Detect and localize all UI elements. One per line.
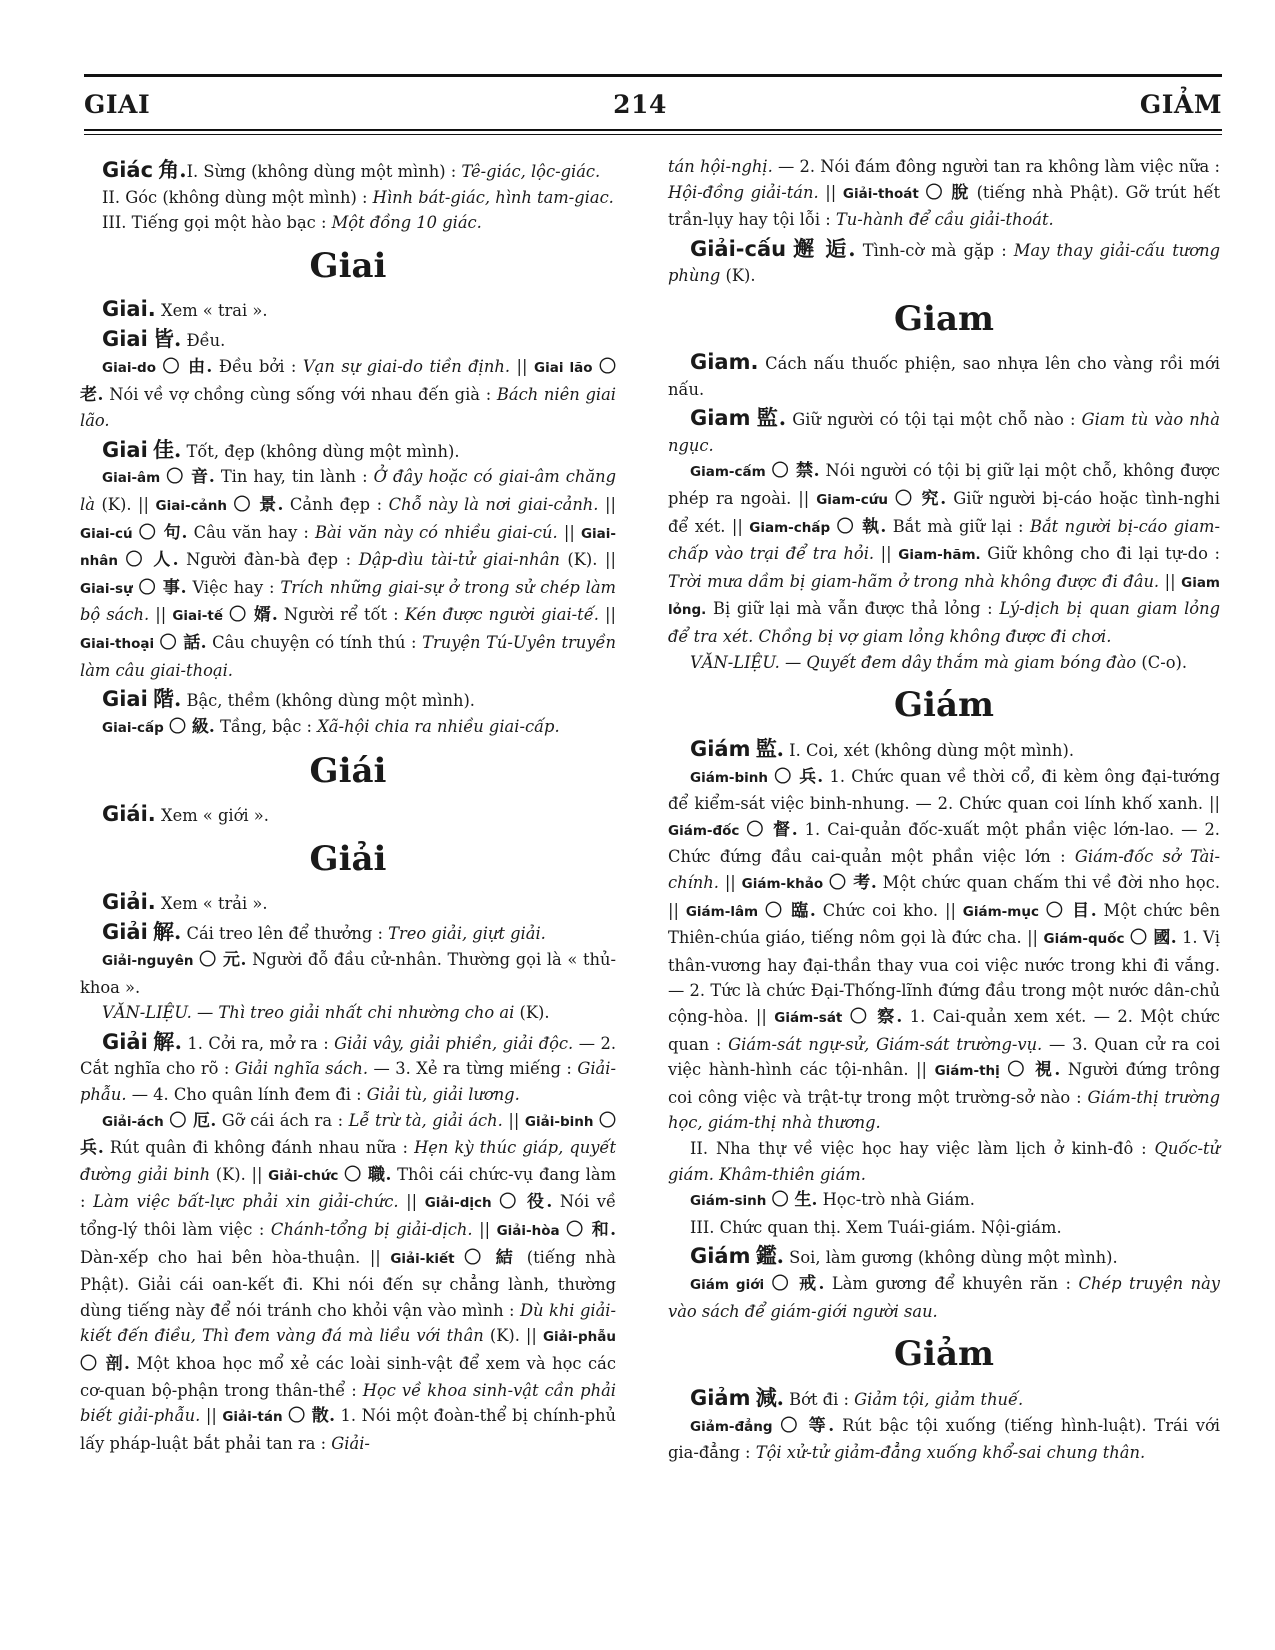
sub-entries: Giảm-đẳng 〇 等. Rút bậc tội xuống (tiếng hình-luật). Trái với gia-đẳng : Tội xử-tử giảm-đẳng xuống khổ-sai chung thân. — [668, 1415, 1220, 1463]
section-heading: Giảm — [894, 1334, 994, 1375]
running-head-right: GIẢM — [1139, 90, 1222, 119]
entry-giai-3: Giai 佳. Tốt, đẹp (không dùng một mình). — [102, 436, 460, 462]
entry-giam-sac-2: Giám 鑑. Soi, làm gương (không dùng một mình). — [690, 1243, 1118, 1269]
van-lieu: VĂN-LIỆU. — Thì treo giải nhất chi nhường cho ai (K). — [102, 1003, 550, 1023]
right-column — [668, 154, 1220, 1466]
entry-giai-hoi-1: Giải. Xem « trải ». — [102, 889, 268, 914]
top-rule — [84, 74, 1222, 77]
headword: Giải — [102, 1029, 148, 1054]
entry-giam-1: Giam. Cách nấu thuốc phiện, sao nhựa lên cho vàng rồi mới nấu. — [668, 349, 1220, 399]
sub-entries: Giám giới 〇 戒. Làm gương để khuyên răn : Chép truyện này vào sách để giám-giới người sau. — [668, 1273, 1221, 1321]
entry-giai-1: Giai. Xem « trai ». — [102, 296, 268, 321]
entry-giai-2: Giai 皆. Đều. — [102, 326, 226, 352]
headword: Giai — [102, 437, 148, 462]
headword: Giải. — [102, 889, 156, 914]
headword: Giải — [102, 920, 148, 945]
chinese-char: 角. — [158, 157, 187, 182]
entry-giai-cau: Giải-cấu 邂 逅. Tình-cờ mà gặp : May thay giải-cấu tương phùng (K). — [668, 235, 1220, 286]
headword: Giám — [690, 737, 751, 762]
entry-giai-hoi-3: Giải 解. 1. Cởi ra, mở ra : Giải vây, giải phiền, giải độc. — 2. Cắt nghĩa cho rõ : Giải nghĩa sách. — 3. Xẻ ra từng miếng : Giải-phẫu. — 4. Cho quân lính đem đi : Giải tù, giải lương. — [80, 1028, 616, 1105]
sub-entries: Giai-cấp 〇 級. Tầng, bậc : Xã-hội chia ra nhiều giai-cấp. — [102, 716, 560, 737]
entry-giai-hoi-2: Giải 解. Cái treo lên để thưởng : Treo giải, giựt giải. — [102, 919, 546, 945]
sense: II. Góc (không dùng một mình) : Hình bát-giác, hình tam-giac. — [102, 187, 614, 207]
headword: Giải-cấu — [690, 236, 787, 261]
running-head-left: GIAI — [84, 90, 151, 119]
continued-entry: tán hội-nghị. — 2. Nói đám đông người tan ra không làm việc nữa : Hội-đồng giải-tán. || Giải-thoát 〇 脫 (tiếng nhà Phật). Gỡ trút hết trần-lụy hay tội lỗi : Tu-hành để cầu giải-thoát. — [668, 157, 1221, 230]
left-column — [80, 154, 616, 1456]
header-rule — [84, 129, 1222, 131]
section-heading: Giám — [894, 685, 994, 726]
entry-giam-hoi: Giảm 減. Bớt đi : Giảm tội, giảm thuế. — [690, 1385, 1024, 1411]
sense: III. Tiếng gọi một hào bạc : Một đồng 10 giác. — [102, 213, 482, 233]
section-heading: Giái — [309, 751, 387, 792]
entry-giam-2: Giam 監. Giữ người có tội tại một chỗ nào : Giam tù vào nhà ngục. — [668, 405, 1220, 455]
entry-giac: Giác 角.I. Sừng (không dùng một mình) : Tê-giác, lộc-giác. — [102, 157, 601, 182]
headword: Giai — [102, 687, 148, 712]
sense: II. Nha thự về việc học hay việc làm lịch ở kinh-đô : Quốc-tử giám. Khâm-thiên giám. — [668, 1139, 1220, 1184]
section-heading: Giai — [309, 245, 387, 286]
sub-entries: Giam-cấm 〇 禁. Nói người có tội bị giữ lại một chỗ, không được phép ra ngoài. || Giam-cứu 〇 究. Giữ người bị-cáo hoặc tình-nghi để xét. || Giam-chấp 〇 執. Bắt mà giữ lại : Bắt người bị-cáo giam-chấp vào trại để tra hỏi. || Giam-hãm. Giữ không cho đi lại tự-do : Trời mưa dầm bị giam-hãm ở trong nhà không được đi đâu. || Giam lỏng. Bị giữ lại mà vẫn được thả lỏng : Lý-dịch bị quan giam lỏng để tra xét. Chồng bị vợ giam lỏng không được đi chơi. — [668, 461, 1220, 646]
entry-giai-sac: Giái. Xem « giới ». — [102, 802, 269, 827]
headword: Giái. — [102, 802, 156, 827]
section-heading: Giam — [894, 298, 994, 339]
section-heading: Giải — [309, 838, 387, 879]
sense: III. Chức quan thị. Xem Tuái-giám. Nội-giám. — [690, 1217, 1062, 1237]
headword: Giám — [690, 1244, 751, 1269]
sub-entries: Giai-âm 〇 音. Tin hay, tin lành : Ở đây hoặc có giai-âm chăng là (K). || Giai-cảnh 〇 景. Cảnh đẹp : Chỗ này là nơi giai-cảnh. || Giai-cú 〇 句. Câu văn hay : Bài văn này có nhiều giai-cú. || Giai-nhân 〇 人. Người đàn-bà đẹp : Dập-dìu tài-tử giai-nhân (K). || Giai-sự 〇 事. Việc hay : Trích những giai-sự ở trong sử chép làm bộ sách. || Giai-tế 〇 婿. Người rể tốt : Kén được người giai-tế. || Giai-thoại 〇 話. Câu chuyện có tính thú : Truyện Tú-Uyên truyền làm câu giai-thoại. — [80, 467, 616, 680]
entry-giai-4: Giai 階. Bậc, thềm (không dùng một mình). — [102, 686, 475, 712]
headword: Giác — [102, 158, 154, 182]
van-lieu: VĂN-LIỆU. — Quyết đem dây thắm mà giam bóng đào (C-o). — [690, 652, 1188, 672]
headword: Giảm — [690, 1386, 751, 1411]
sub-entries: Giải-nguyên 〇 元. Người đỗ đầu cử-nhân. Thường gọi là « thủ-khoa ». — [80, 950, 616, 997]
header-rule-thin — [84, 134, 1222, 135]
sub-entries: Giải-ách 〇 厄. Gỡ cái ách ra : Lễ trừ tà, giải ách. || Giải-binh 〇 兵. Rút quân đi không đánh nhau nữa : Hẹn kỳ thúc giáp, quyết đường giải binh (K). || Giải-chức 〇 職. Thôi cái chức-vụ đang làm : Làm việc bất-lực phải xin giải-chức. || Giải-dịch 〇 役. Nói về tổng-lý thôi làm việc : Chánh-tổng bị giải-dịch. || Giải-hòa 〇 和. Dàn-xếp cho hai bên hòa-thuận. || Giải-kiết 〇 結 (tiếng nhà Phật). Giải cái oan-kết đi. Khi nói đến sự chẳng lành, thường dùng tiếng này để nói tránh cho khỏi vận vào mình : Dù khi giải-kiết đến điều, Thì đem vàng đá mà liều với thân (K). || Giải-phẫu 〇 剖. Một khoa học mổ xẻ các loài sinh-vật để xem và học các cơ-quan bộ-phận trong thân-thể : Học về khoa sinh-vật cần phải biết giải-phẫu. || Giải-tán 〇 散. 1. Nói một đoàn-thể bị chính-phủ lấy pháp-luật bắt phải tan ra : Giải- — [80, 1110, 617, 1453]
headword: Giam. — [690, 349, 759, 374]
page-number: 214 — [613, 90, 667, 119]
headword: Giam — [690, 406, 751, 431]
sub-entries: Giám-binh 〇 兵. 1. Chức quan về thời cổ, đi kèm ông đại-tướng để kiểm-sát việc binh-nhung. — 2. Chức quan coi lính khố xanh. || Giám-đốc 〇 督. 1. Cai-quản đốc-xuất một phần việc lớn-lao. — 2. Chức đứng đầu cai-quản một phần việc lớn : Giám-đốc sở Tài-chính. || Giám-khảo 〇 考. Một chức quan chấm thi về đời nho học. || Giám-lâm 〇 臨. Chức coi kho. || Giám-mục 〇 目. Một chức bên Thiên-chúa giáo, tiếng nôm gọi là đức cha. || Giám-quốc 〇 國. 1. Vị thân-vương hay đại-thần thay vua coi việc nước trong khi đi vắng. — 2. Tức là chức Đại-Thống-lĩnh đứng đầu trong một nước dân-chủ cộng-hòa. || Giám-sát 〇 察. 1. Cai-quản xem xét. — 2. Một chức quan : Giám-sát ngự-sử, Giám-sát trường-vụ. — 3. Quan cử ra coi việc hành-hình các tội-nhân. || Giám-thị 〇 視. Người đứng trông coi công việc và trật-tự trong một trường-sở nào : Giám-thị trường học, giám-thị nhà thương. — [668, 766, 1221, 1133]
entry-giam-sac-1: Giám 監. I. Coi, xét (không dùng một mình). — [690, 736, 1074, 762]
headword: Giai. — [102, 296, 156, 321]
sub-entries: Giám-sinh 〇 生. Học-trò nhà Giám. — [690, 1190, 975, 1211]
headword: Giai — [102, 327, 148, 352]
sub-entries: Giai-do 〇 由. Đều bởi : Vạn sự giai-do tiền định. || Giai lão 〇 老. Nói về vợ chồng cùng sống với nhau đến già : Bách niên giai lão. — [80, 356, 617, 431]
